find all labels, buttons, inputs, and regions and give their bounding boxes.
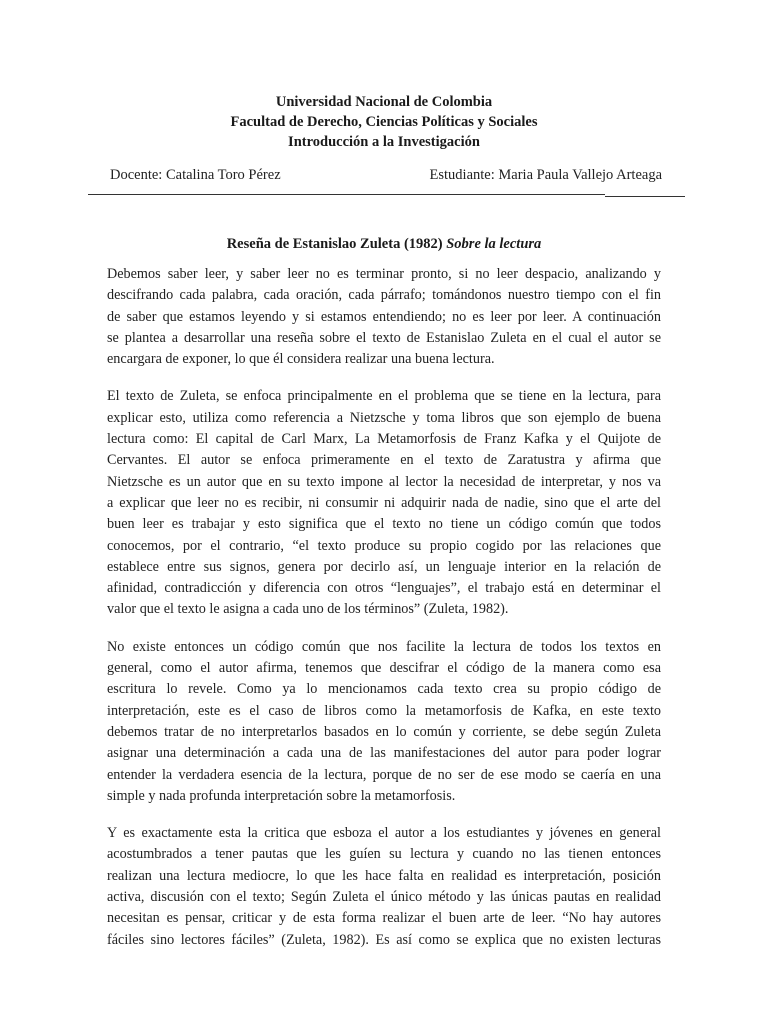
paragraph-line: fáciles sino lectores fáciles” (Zuleta, 1982). Es así como se explica que no existen lecturas bbox=[107, 931, 661, 948]
paragraph bbox=[107, 386, 661, 620]
paragraph-line: activa, discusión con el texto; Según Zuleta el único método y las únicas pautas en realidad bbox=[107, 889, 661, 906]
paragraph-line: debemos tratar de no interpretarlos basados en lo común y corriente, se debe según Zuleta bbox=[107, 723, 661, 740]
paragraph-line: realizan una lectura mediocre, lo que les hace falta en realidad es interpretación, posición bbox=[107, 867, 661, 884]
paragraph-line: descifrando cada palabra, cada oración, cada párrafo; tomándonos nuestro tiempo con el fin bbox=[107, 287, 661, 304]
review-body bbox=[107, 264, 661, 967]
review-title bbox=[0, 235, 768, 253]
paragraph-line: El texto de Zuleta, se enfoca principalmente en el problema que se tiene en la lectura, para bbox=[107, 388, 661, 405]
paragraph-line: a explicar que leer no es recibir, ni consumir ni adquirir nada de nadie, sino que el arte del bbox=[107, 494, 661, 511]
document-header bbox=[0, 92, 768, 152]
paragraph-line: afinidad, contradicción y diferencia con otros “lenguajes”, el trabajo está en determinar el bbox=[107, 580, 661, 597]
paragraph-line: valor que el texto le asigna a cada uno de los términos” (Zuleta, 1982). bbox=[107, 601, 509, 618]
paragraph-line: Debemos saber leer, y saber leer no es terminar pronto, si no leer despacio, analizando y bbox=[107, 266, 661, 282]
paragraph-line: conocemos, por el contrario, “el texto produce su propio cogido por las relaciones que bbox=[107, 537, 661, 554]
paragraph-line: interpretación, este es el caso de libros como la metamorfosis de Kafka, en este texto bbox=[107, 702, 661, 719]
paragraph-line: buen leer es trabajar y esto significa que el texto no tiene un código común que todos bbox=[107, 516, 661, 533]
paragraph-line: encargara de exponer, lo que él considera realizar una buena lectura. bbox=[107, 351, 495, 368]
paragraph-line: se plantea a desarrollar una reseña sobre el texto de Estanislao Zuleta en el cual el autor se bbox=[107, 329, 661, 346]
paragraph-line: Cervantes. El autor se enfoca primeramente en el texto de Zaratustra y afirma que bbox=[107, 452, 661, 469]
university-name: Universidad Nacional de Colombia bbox=[275, 94, 493, 110]
paragraph-line: No existe entonces un código común que nos facilite la lectura de todos los textos en bbox=[107, 638, 661, 655]
paragraph-line: Nietzsche es un autor que en su texto impone al lector la necesidad de interpretar, y nos va bbox=[107, 473, 661, 490]
paragraph-line: establece entre sus signos, genera por decirlo así, un lenguaje interior en la relación de bbox=[107, 558, 661, 575]
review-title-main: Reseña de Estanislao Zuleta (1982) bbox=[226, 236, 443, 252]
paragraph-line: acostumbrados a tener pautas que les guíen su lectura y cuando no las tienen entonces bbox=[107, 846, 661, 863]
paragraph bbox=[107, 823, 661, 951]
paragraph-line: explicar esto, utiliza como referencia a Nietzsche y toma libros que son ejemplo de buena bbox=[107, 409, 661, 426]
header-divider-tail bbox=[605, 196, 685, 197]
header-divider bbox=[88, 194, 605, 195]
paragraph bbox=[107, 637, 661, 807]
faculty-name: Facultad de Derecho, Ciencias Políticas y Sociales bbox=[230, 114, 538, 130]
paragraph-line: simple y nada profunda interpretación sobre la metamorfosis. bbox=[107, 787, 456, 804]
review-title-work: Sobre la lectura bbox=[446, 236, 542, 252]
teacher-name: Docente: Catalina Toro Pérez bbox=[110, 167, 281, 183]
paragraph-line: asignar una determinación a cada una de las manifestaciones del autor para poder lograr bbox=[107, 745, 661, 762]
paragraph-line: de saber que estamos leyendo y si estamos entendiendo; no es leer por leer. A continuación bbox=[107, 308, 661, 325]
paragraph-line: escritura lo revele. Como ya lo mencionamos cada texto crea su propio código de bbox=[107, 681, 661, 698]
paragraph-line: entender la verdadera esencia de la lectura, porque de no ser de ese modo se caería en una bbox=[107, 766, 661, 783]
paragraph-line: general, como el autor afirma, tenemos que descifrar el código de la manera como esa bbox=[107, 660, 661, 677]
paragraph-line: Y es exactamente esta la critica que esboza el autor a los estudiantes y jóvenes en general bbox=[107, 825, 661, 842]
paragraph bbox=[107, 264, 661, 370]
course-name: Introducción a la Investigación bbox=[288, 134, 480, 150]
student-name: Estudiante: Maria Paula Vallejo Arteaga bbox=[429, 167, 662, 183]
paragraph-line: necesitan es pensar, criticar y de esta forma realizar el buen arte de leer. “No hay autores bbox=[107, 910, 661, 927]
paragraph-line: lectura como: El capital de Carl Marx, La Metamorfosis de Franz Kafka y el Quijote de bbox=[107, 431, 661, 448]
